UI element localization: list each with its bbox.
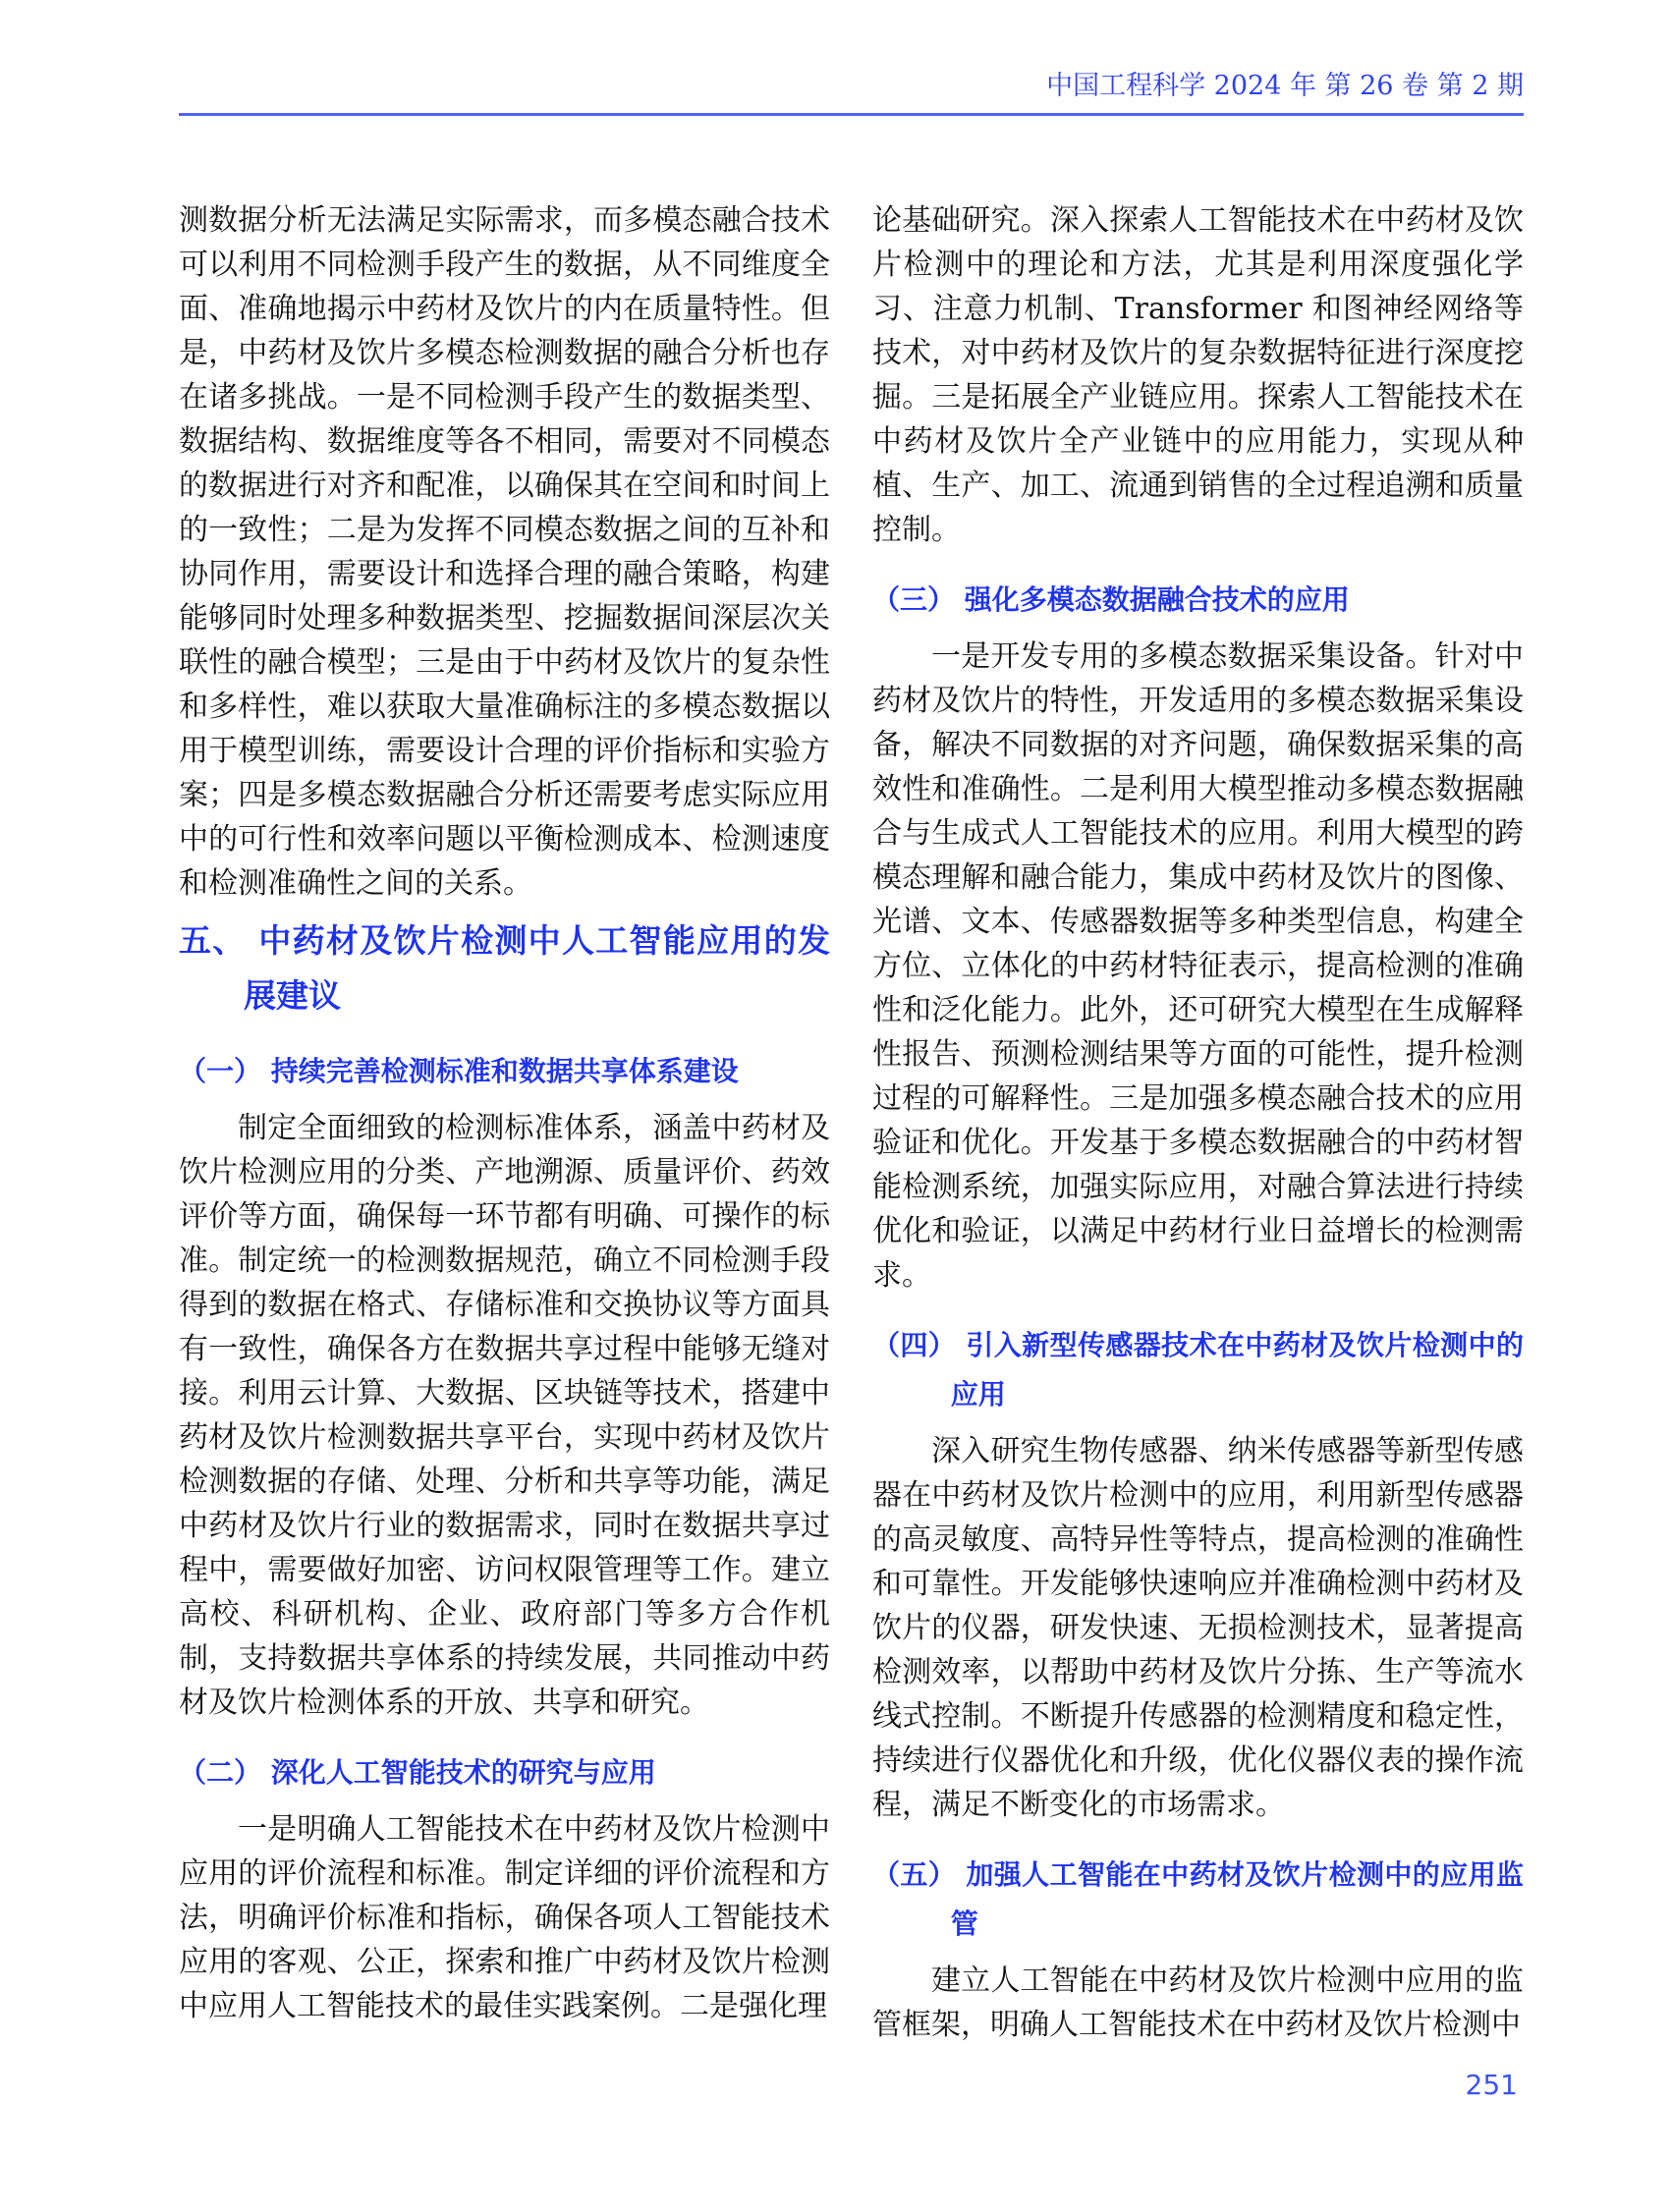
subsection-2-heading: （二） 深化人工智能技术的研究与应用 bbox=[179, 1756, 656, 1789]
right-column bbox=[872, 198, 1524, 2047]
section-5-heading: 五、 中药材及饮片检测中人工智能应用的发展建议 bbox=[179, 921, 830, 1015]
left-column bbox=[179, 198, 830, 2047]
subsection-4-heading: （四） 引入新型传感器技术在中药材及饮片检测中的应用 bbox=[872, 1329, 1524, 1410]
subsection-2-paragraph: 一是明确人工智能技术在中药材及饮片检测中应用的评价流程和标准。制定详细的评价流程和方法，明确评价标准和指标，确保各项人工智能技术应用的客观、公正，探索和推广中药材及饮片检测中应用人工智能技术的最佳实践案例。二是强化理 bbox=[179, 1812, 830, 2023]
two-column-body bbox=[179, 198, 1524, 2047]
page-header bbox=[179, 69, 1524, 116]
continued-paragraph: 测数据分析无法满足实际需求，而多模态融合技术可以利用不同检测手段产生的数据，从不同维度全面、准确地揭示中药材及饮片的内在质量特性。但是，中药材及饮片多模态检测数据的融合分析也存在诸多挑战。一是不同检测手段产生的数据类型、数据结构、数据维度等各不相同，需要对不同模态的数据进行对齐和配准，以确保其在空间和时间上的一致性；二是为发挥不同模态数据之间的互补和协同作用，需要设计和选择合理的融合策略，构建能够同时处理多种数据类型、挖掘数据间深层次关联性的融合模型；三是由于中药材及饮片的复杂性和多样性，难以获取大量准确标注的多模态数据以用于模型训练，需要设计合理的评价指标和实验方案；四是多模态数据融合分析还需要考虑实际应用中的可行性和效率问题以平衡检测成本、检测速度和检测准确性之间的关系。 bbox=[179, 203, 830, 901]
subsection-1-paragraph: 制定全面细致的检测标准体系，涵盖中药材及饮片检测应用的分类、产地溯源、质量评价、药效评价等方面，确保每一环节都有明确、可操作的标准。制定统一的检测数据规范，确立不同检测手段得到的数据在格式、存储标准和交换协议等方面具有一致性，确保各方在数据共享过程中能够无缝对接。利用云计算、大数据、区块链等技术，搭建中药材及饮片检测数据共享平台，实现中药材及饮片检测数据的存储、处理、分析和共享等功能，满足中药材及饮片行业的数据需求，同时在数据共享过程中，需要做好加密、访问权限管理等工作。建立高校、科研机构、企业、政府部门等多方合作机制，支持数据共享体系的持续发展，共同推动中药材及饮片检测体系的开放、共享和研究。 bbox=[179, 1111, 830, 1720]
page-number: 251 bbox=[1465, 2069, 1518, 2101]
subsection-4-paragraph: 深入研究生物传感器、纳米传感器等新型传感器在中药材及饮片检测中的应用，利用新型传感器的高灵敏度、高特异性等特点，提高检测的准确性和可靠性。开发能够快速响应并准确检测中药材及饮片的仪器，研发快速、无损检测技术，显著提高检测效率，以帮助中药材及饮片分拣、生产等流水线式控制。不断提升传感器的检测精度和稳定性，持续进行仪器优化和升级，优化仪器仪表的操作流程，满足不断变化的市场需求。 bbox=[872, 1434, 1524, 1822]
subsection-5-heading: （五） 加强人工智能在中药材及饮片检测中的应用监管 bbox=[872, 1858, 1524, 1940]
subsection-1-heading: （一） 持续完善检测标准和数据共享体系建设 bbox=[179, 1055, 739, 1087]
continued-paragraph: 论基础研究。深入探索人工智能技术在中药材及饮片检测中的理论和方法，尤其是利用深度强化学习、注意力机制、Transformer 和图神经网络等技术，对中药材及饮片的复杂数据特征进行深度挖掘。三是拓展全产业链应用。探索人工智能技术在中药材及饮片全产业链中的应用能力，实现从种植、生产、加工、流通到销售的全过程追溯和质量控制。 bbox=[872, 203, 1524, 547]
page-content bbox=[179, 69, 1524, 2047]
subsection-5-paragraph: 建立人工智能在中药材及饮片检测中应用的监管框架，明确人工智能技术在中药材及饮片检测中 bbox=[872, 1963, 1524, 2042]
subsection-3-heading: （三） 强化多模态数据融合技术的应用 bbox=[872, 583, 1350, 616]
subsection-3-paragraph: 一是开发专用的多模态数据采集设备。针对中药材及饮片的特性，开发适用的多模态数据采集设备，解决不同数据的对齐问题，确保数据采集的高效性和准确性。二是利用大模型推动多模态数据融合与生成式人工智能技术的应用。利用大模型的跨模态理解和融合能力，集成中药材及饮片的图像、光谱、文本、传感器数据等多种类型信息，构建全方位、立体化的中药材特征表示，提高检测的准确性和泛化能力。此外，还可研究大模型在生成解释性报告、预测检测结果等方面的可能性，提升检测过程的可解释性。三是加强多模态融合技术的应用验证和优化。开发基于多模态数据融合的中药材智能检测系统，加强实际应用，对融合算法进行持续优化和验证，以满足中药材行业日益增长的检测需求。 bbox=[872, 639, 1524, 1293]
journal-issue-line: 中国工程科学 2024 年 第 26 卷 第 2 期 bbox=[1046, 71, 1524, 101]
